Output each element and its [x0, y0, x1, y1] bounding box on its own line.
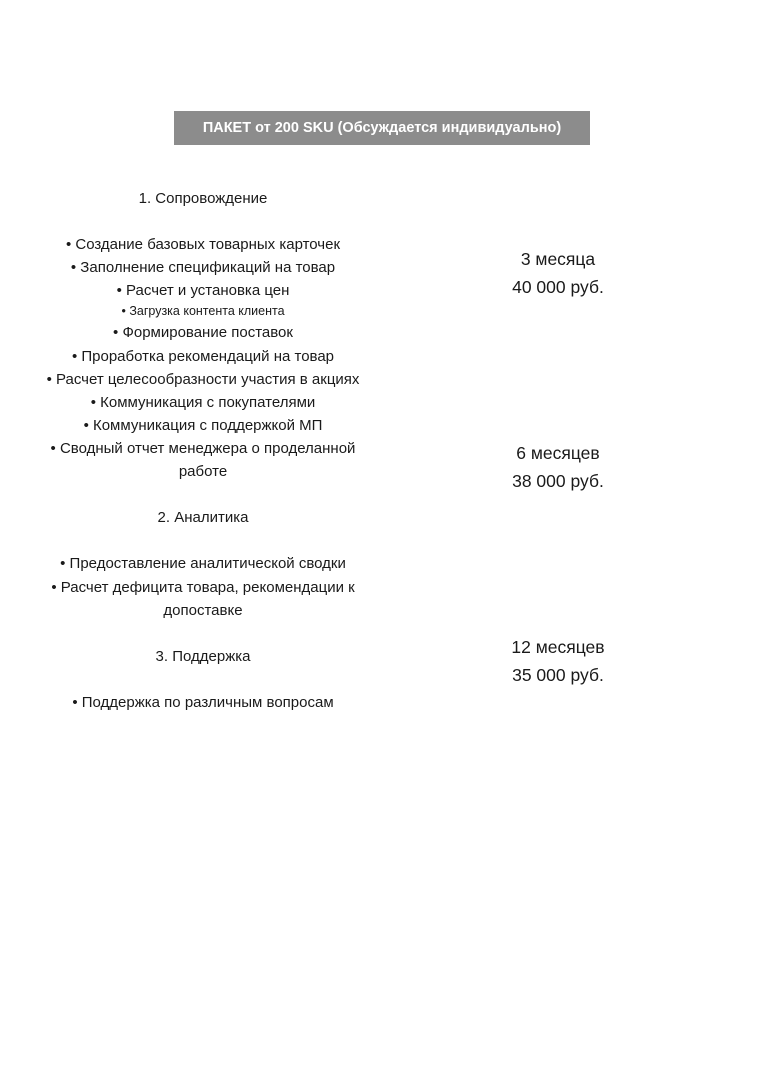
price-period: 3 месяца: [520, 249, 596, 269]
price-6-months: [470, 439, 646, 495]
list-item: • Коммуникация с поддержкой МП: [83, 416, 323, 434]
list-item: • Загрузка контента клиента: [121, 304, 285, 319]
section-title-help: 3. Поддержка: [155, 647, 251, 665]
price-period: 6 месяцев: [516, 443, 600, 463]
list-item: • Создание базовых товарных карточек: [65, 236, 341, 254]
price-amount: 40 000 руб.: [512, 277, 604, 297]
price-amount: 38 000 руб.: [512, 471, 604, 491]
list-item: • Расчет дефицита товара, рекомендации к: [51, 578, 355, 596]
list-item: допоставке: [163, 601, 243, 619]
list-item: • Сводный отчет менеджера о проделанной: [50, 439, 356, 457]
list-item: • Предоставление аналитической сводки: [60, 555, 346, 573]
price-period: 12 месяцев: [511, 637, 605, 657]
package-banner: ПАКЕТ от 200 SKU (Обсуждается индивидуально): [174, 111, 590, 145]
price-3-months: [470, 245, 646, 301]
list-item: • Коммуникация с покупателями: [90, 393, 316, 411]
list-item: • Формирование поставок: [113, 324, 293, 342]
price-amount: 35 000 руб.: [512, 665, 604, 685]
services-list: [30, 187, 376, 714]
list-item: работе: [178, 463, 228, 481]
list-item: • Расчет целесообразности участия в акциях: [46, 370, 360, 388]
list-item: • Поддержка по различным вопросам: [72, 693, 334, 711]
section-title-support: 1. Сопровождение: [138, 190, 268, 207]
list-item: • Проработка рекомендаций на товар: [71, 347, 335, 365]
list-item: • Заполнение спецификаций на товар: [70, 259, 336, 277]
list-item: • Расчет и установка цен: [116, 282, 290, 300]
section-title-analytics: 2. Аналитика: [157, 509, 249, 527]
price-12-months: [470, 633, 646, 689]
